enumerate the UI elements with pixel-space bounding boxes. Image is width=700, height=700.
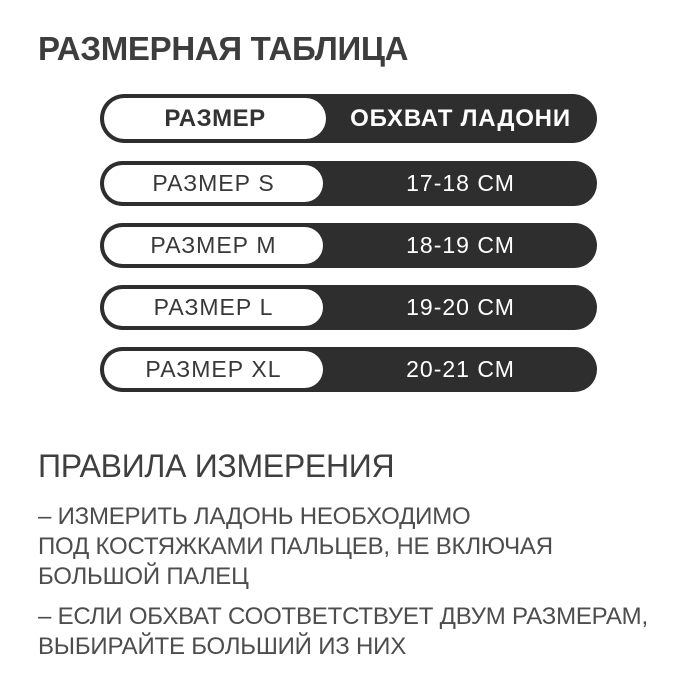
size-table-header-row (100, 94, 597, 143)
size-pill (104, 351, 323, 388)
size-table (100, 94, 597, 409)
size-value: 20-21 СМ (406, 356, 515, 382)
rule-text-line: ВЫБИРАЙТЕ БОЛЬШИЙ ИЗ НИХ (38, 633, 406, 660)
rule-text-line: БОЛЬШОЙ ПАЛЕЦ (38, 563, 249, 590)
rule-item-between-sizes (38, 602, 648, 662)
size-value: 18-19 СМ (406, 232, 515, 258)
size-column-header-pill (104, 98, 326, 139)
size-pill (104, 289, 323, 326)
table-row-size-xl (100, 347, 597, 392)
size-label: РАЗМЕР XL (145, 356, 282, 382)
rule-text-line: – ЕСЛИ ОБХВАТ СООТВЕТСТВУЕТ ДВУМ РАЗМЕРАМ, (38, 603, 648, 630)
rule-text-line: – ИЗМЕРИТЬ ЛАДОНЬ НЕОБХОДИМО (38, 503, 471, 530)
table-row-size-s (100, 161, 597, 206)
rules-section-heading: ПРАВИЛА ИЗМЕРЕНИЯ (38, 448, 395, 484)
value-column-header-label: ОБХВАТ ЛАДОНИ (350, 104, 571, 132)
size-value: 17-18 СМ (406, 170, 515, 196)
size-pill (104, 227, 323, 264)
size-label: РАЗМЕР L (153, 294, 274, 320)
page-title: РАЗМЕРНАЯ ТАБЛИЦА (38, 30, 409, 67)
table-row-size-l (100, 285, 597, 330)
size-label: РАЗМЕР M (150, 232, 277, 258)
rule-item-measure-palm (38, 502, 553, 592)
table-row-size-m (100, 223, 597, 268)
rule-text-line: ПОД КОСТЯЖКАМИ ПАЛЬЦЕВ, НЕ ВКЛЮЧАЯ (38, 533, 553, 560)
size-value: 19-20 СМ (406, 294, 515, 320)
size-label: РАЗМЕР S (152, 170, 275, 196)
size-pill (104, 165, 323, 202)
size-column-header-label: РАЗМЕР (164, 104, 266, 132)
